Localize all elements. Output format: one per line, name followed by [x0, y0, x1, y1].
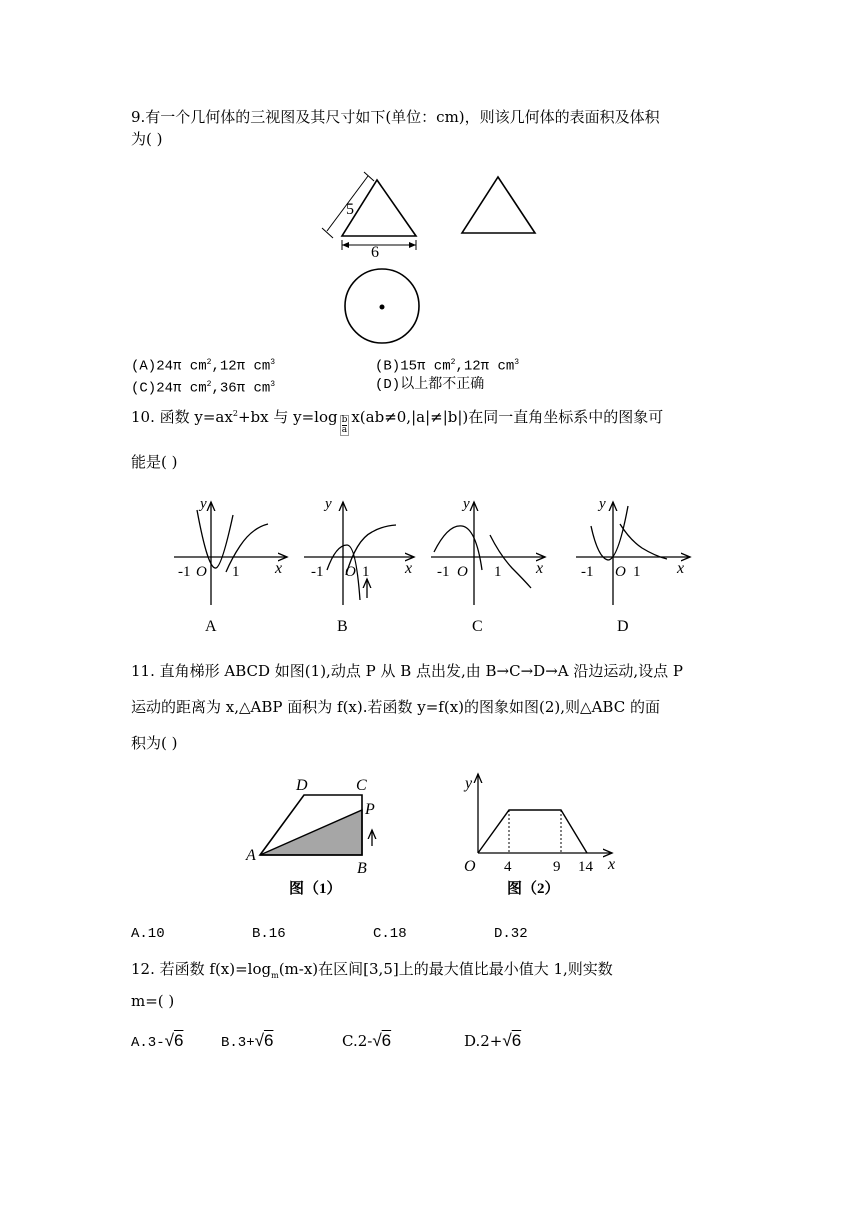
- q12-option-d: D.2+√6: [464, 1031, 522, 1050]
- svg-text:D: D: [296, 777, 308, 794]
- q11-line1: 11. 直角梯形 ABCD 如图(1),动点 P 从 B 点出发,由 B→C→D→A 沿边运动,设点 P: [131, 662, 683, 680]
- graph-d-label: D: [617, 618, 629, 635]
- q11-area-graph-figure: [0, 760, 860, 910]
- graph-b-label: B: [337, 618, 348, 635]
- q9-option-c: (C)24π $cm^2,36\pi$ $cm^3$: [131, 380, 276, 397]
- svg-text:x: x: [536, 560, 544, 577]
- svg-text:-1: -1: [437, 564, 450, 580]
- q11-option-c: C.18: [373, 926, 407, 942]
- svg-text:-1: -1: [311, 564, 324, 580]
- svg-text:O: O: [615, 564, 626, 580]
- svg-text:O: O: [457, 564, 468, 580]
- svg-text:-1: -1: [581, 564, 594, 580]
- base-dimension-label: 6: [371, 244, 379, 261]
- q9-line1: 9.有一个几何体的三视图及其尺寸如下(单位：cm)，则该几何体的表面积及体积: [131, 108, 660, 126]
- svg-text:O: O: [464, 858, 476, 875]
- graph-c: [431, 496, 545, 635]
- svg-text:-1: -1: [178, 564, 191, 580]
- q12-line2: m=( ): [131, 992, 175, 1010]
- svg-text:y: y: [325, 496, 332, 512]
- q10-line1: 10. 函数 $y=ax^2+bx$ 与 y=log $\frac{b}{a}$ x(ab≠0,|a|≠|b|)在同一直角坐标系中的图象可: [131, 408, 664, 435]
- svg-text:14: 14: [578, 859, 593, 875]
- q11-line3: 积为( ): [131, 734, 178, 752]
- q11-option-a: A.10: [131, 926, 165, 942]
- q11-option-d: D.32: [494, 926, 528, 942]
- svg-text:1: 1: [362, 564, 370, 580]
- svg-text:O: O: [345, 564, 356, 580]
- q9-option-d: (D)以上都不正确: [375, 377, 485, 393]
- svg-text:x: x: [275, 560, 283, 577]
- q10-graphs-figure: [0, 480, 860, 650]
- q11-line2: 运动的距离为 x,△ABP 面积为 f(x).若函数 y=f(x)的图象如图(2),则△ABC 的面: [131, 698, 660, 716]
- graph-b: [304, 496, 414, 635]
- q12-option-a: A.3-√6: [131, 1031, 184, 1051]
- q9-line2: 为( ): [131, 130, 163, 148]
- q12-option-c: C.2-√6: [342, 1031, 392, 1050]
- log-base-fraction: $\frac{b}{a}$: [341, 415, 348, 435]
- svg-text:x: x: [405, 560, 413, 577]
- q9-option-b: (B)15π $cm^2,12\pi$ $cm^3$: [375, 358, 520, 375]
- svg-text:y: y: [463, 496, 470, 512]
- side-view-triangle: [462, 177, 535, 233]
- q11-option-b: B.16: [252, 926, 286, 942]
- svg-text:O: O: [196, 564, 207, 580]
- q9-three-view-figure: [0, 0, 860, 360]
- svg-text:y: y: [200, 496, 207, 512]
- svg-text:x: x: [677, 560, 685, 577]
- graph-a-label: A: [205, 618, 217, 635]
- svg-text:A: A: [246, 847, 256, 864]
- graph-a: [174, 496, 287, 635]
- graph-d: [576, 496, 690, 635]
- svg-text:1: 1: [232, 564, 240, 580]
- svg-text:4: 4: [504, 859, 512, 875]
- svg-text:C: C: [356, 777, 367, 794]
- slant-dimension-label: 5: [346, 201, 354, 218]
- svg-text:y: y: [599, 496, 606, 512]
- q12-line1: 12. 若函数 $f(x)=\log_m(m-x)$在区间[3,5]上的最大值比最小值大 1,则实数: [131, 960, 613, 980]
- q12-option-b: B.3+√6: [221, 1031, 274, 1051]
- svg-text:P: P: [365, 801, 375, 818]
- top-view-center-dot: [380, 305, 385, 310]
- svg-text:B: B: [357, 860, 367, 877]
- svg-text:y: y: [465, 775, 473, 792]
- svg-text:9: 9: [553, 859, 561, 875]
- svg-text:1: 1: [494, 564, 502, 580]
- svg-text:x: x: [608, 856, 616, 873]
- q10-line2: 能是( ): [131, 453, 178, 471]
- area-function-graph: [478, 810, 587, 853]
- svg-text:1: 1: [633, 564, 641, 580]
- graph-c-label: C: [472, 618, 483, 635]
- fig1-caption: 图（1）: [289, 881, 342, 897]
- q9-option-a: (A)24π $cm^2,12\pi$ $cm^3$: [131, 358, 276, 375]
- fig2-caption: 图（2）: [507, 881, 560, 897]
